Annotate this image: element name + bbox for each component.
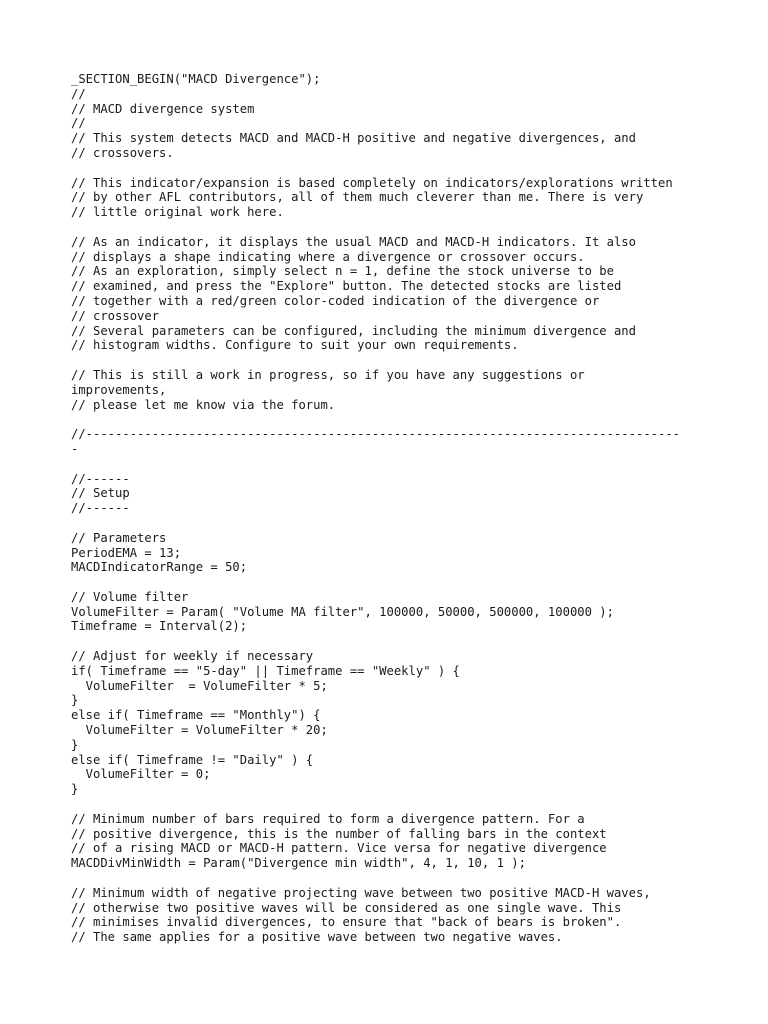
code-line: // please let me know via the forum. bbox=[71, 397, 336, 412]
code-line: // This indicator/expansion is based completely on indicators/explorations written bbox=[71, 175, 673, 190]
code-line: Timeframe = Interval(2); bbox=[71, 619, 248, 634]
code-line: VolumeFilter = Param( "Volume MA filter", 100000, 50000, 500000, 100000 ); bbox=[71, 604, 614, 619]
code-line: //--------------------------------------------------------------------------------- bbox=[71, 427, 681, 442]
code-line bbox=[71, 457, 711, 472]
code-line bbox=[71, 797, 711, 812]
code-line: // This is still a work in progress, so if you have any suggestions or bbox=[71, 367, 585, 382]
code-line: //------ bbox=[71, 501, 130, 516]
code-line: // MACD divergence system bbox=[71, 101, 255, 116]
code-line: // displays a shape indicating where a divergence or crossover occurs. bbox=[71, 249, 585, 264]
code-line: // histogram widths. Configure to suit your own requirements. bbox=[71, 338, 519, 353]
code-line: // Several parameters can be configured, including the minimum divergence and bbox=[71, 323, 636, 338]
code-line: PeriodEMA = 13; bbox=[71, 545, 182, 560]
code-line: // minimises invalid divergences, to ensure that "back of bears is broken". bbox=[71, 915, 622, 930]
code-line: // Adjust for weekly if necessary bbox=[71, 649, 314, 664]
code-line: } bbox=[71, 693, 79, 708]
code-line: // This system detects MACD and MACD-H positive and negative divergences, and bbox=[71, 131, 636, 146]
code-line: // Parameters bbox=[71, 530, 167, 545]
code-line bbox=[71, 220, 711, 235]
code-line: VolumeFilter = 0; bbox=[71, 767, 211, 782]
code-line: // As an exploration, simply select n = 1, define the stock universe to be bbox=[71, 264, 614, 279]
code-line: // Minimum number of bars required to form a divergence pattern. For a bbox=[71, 811, 585, 826]
code-line: - bbox=[71, 441, 79, 456]
code-line: // little original work here. bbox=[71, 205, 284, 220]
code-line bbox=[71, 412, 711, 427]
code-line: // of a rising MACD or MACD-H pattern. Vice versa for negative divergence bbox=[71, 841, 607, 856]
code-line: // otherwise two positive waves will be considered as one single wave. This bbox=[71, 900, 622, 915]
code-line: // examined, and press the "Explore" button. The detected stocks are listed bbox=[71, 279, 622, 294]
code-line: // Minimum width of negative projecting wave between two positive MACD-H waves, bbox=[71, 885, 651, 900]
code-line: // Setup bbox=[71, 486, 130, 501]
code-line bbox=[71, 575, 711, 590]
code-line: // together with a red/green color-coded indication of the divergence or bbox=[71, 293, 600, 308]
code-line: // crossover bbox=[71, 308, 160, 323]
code-line: else if( Timeframe == "Monthly") { bbox=[71, 708, 321, 723]
code-line bbox=[71, 516, 711, 531]
code-line: // by other AFL contributors, all of them much cleverer than me. There is very bbox=[71, 190, 644, 205]
code-listing bbox=[71, 72, 711, 945]
code-line: _SECTION_BEGIN("MACD Divergence"); bbox=[71, 72, 321, 86]
code-line: improvements, bbox=[71, 382, 167, 397]
code-line bbox=[71, 161, 711, 176]
code-line: // As an indicator, it displays the usual MACD and MACD-H indicators. It also bbox=[71, 234, 636, 249]
code-line: else if( Timeframe != "Daily" ) { bbox=[71, 752, 314, 767]
code-line: MACDIndicatorRange = 50; bbox=[71, 560, 248, 575]
code-line: MACDDivMinWidth = Param("Divergence min width", 4, 1, 10, 1 ); bbox=[71, 856, 526, 871]
code-line bbox=[71, 871, 711, 886]
code-line: VolumeFilter = VolumeFilter * 20; bbox=[71, 723, 328, 738]
code-line: if( Timeframe == "5-day" || Timeframe == "Weekly" ) { bbox=[71, 663, 460, 678]
code-line: // bbox=[71, 116, 86, 131]
code-line: // crossovers. bbox=[71, 145, 174, 160]
code-line: // The same applies for a positive wave between two negative waves. bbox=[71, 930, 563, 945]
code-line bbox=[71, 353, 711, 368]
code-line: } bbox=[71, 782, 79, 797]
code-line bbox=[71, 634, 711, 649]
code-line: VolumeFilter = VolumeFilter * 5; bbox=[71, 678, 328, 693]
code-line: //------ bbox=[71, 471, 130, 486]
code-line: // Volume filter bbox=[71, 589, 189, 604]
code-line: // bbox=[71, 86, 86, 101]
code-line: } bbox=[71, 737, 79, 752]
code-line: // positive divergence, this is the number of falling bars in the context bbox=[71, 826, 607, 841]
